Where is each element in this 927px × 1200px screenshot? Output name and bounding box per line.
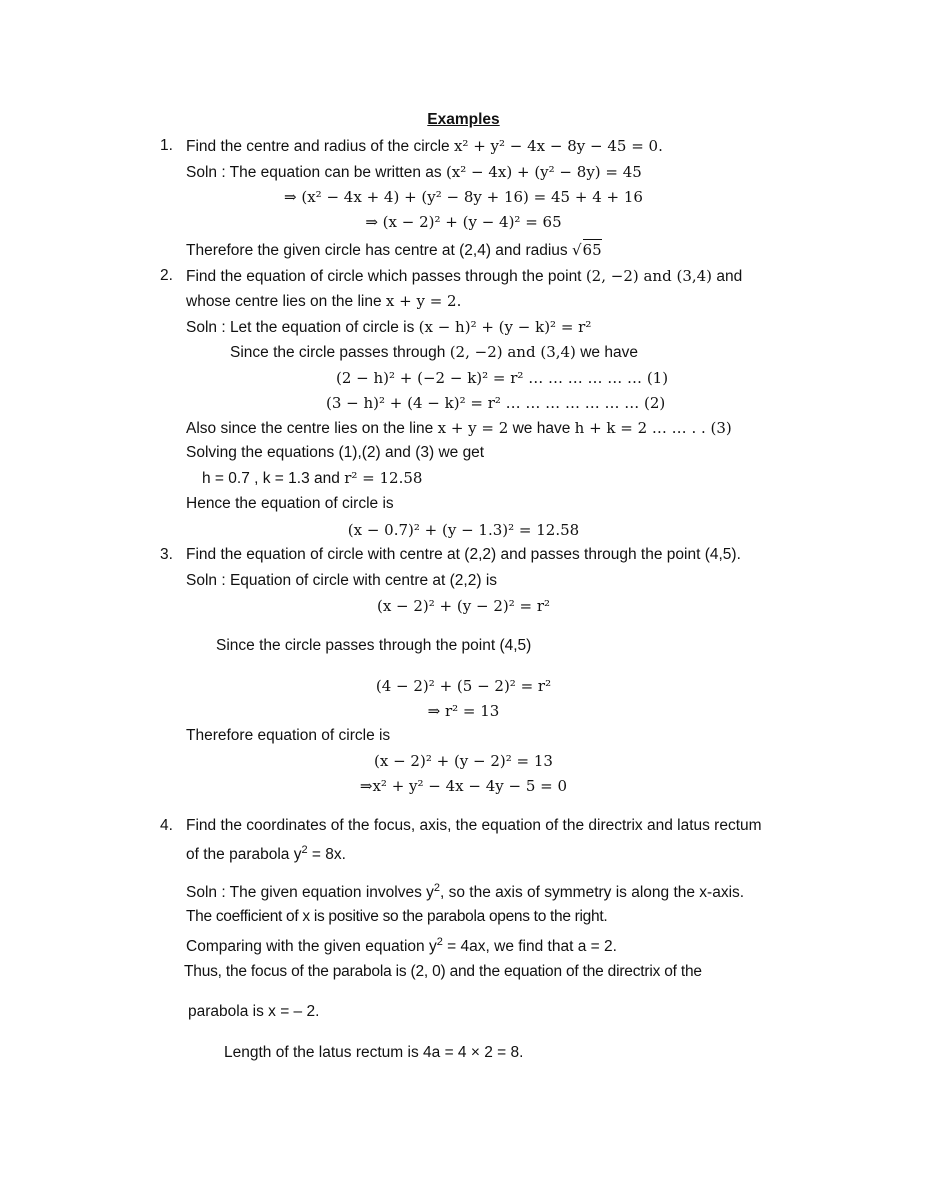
example-3-equation-1: (x − 2)² + (y − 2)² = r² xyxy=(376,597,551,615)
example-4-soln-line-1: Soln : The given equation involves $y^2$, so the axis of symmetry is along the x-axis. xyxy=(186,882,745,901)
example-3-since: Since the circle passes through the point (4,5) xyxy=(216,637,532,654)
example-2-hence: Hence the equation of circle is xyxy=(186,495,394,512)
example-2-since: Since the circle passes through (2, −2) and (3,4) we have xyxy=(230,343,638,361)
example-3-equation-2: (4 − 2)² + (5 − 2)² = r² xyxy=(375,677,552,695)
example-1-step-1: ⇒ (x² − 4x + 4) + (y² − 8y + 16) = 45 + 4 + 16 xyxy=(284,188,643,206)
example-1-number: 1. xyxy=(160,137,173,154)
example-4-soln-line-6: Length of the latus rectum is 4a = 4 × 2 = 8. xyxy=(224,1044,524,1061)
example-1-step-2: ⇒ (x − 2)² + (y − 4)² = 65 xyxy=(365,213,562,231)
example-2-final-equation: (x − 0.7)² + (y − 1.3)² = 12.58 xyxy=(347,521,580,539)
example-4-soln-line-4: Thus, the focus of the parabola is (2, 0) and the equation of the directrix of the xyxy=(184,963,702,980)
example-2-equation-1: (2 − h)² + (−2 − k)² = r² … … … … … … (1) xyxy=(336,369,669,387)
example-1-question: Find the centre and radius of the circle x² + y² − 4x − 8y − 45 = 0. xyxy=(186,137,663,155)
example-2-solving: Solving the equations (1),(2) and (3) we get xyxy=(186,444,485,461)
example-4-question-line-2: of the parabola $y^2 = 8x$. xyxy=(186,844,346,863)
example-4-question-line-1: Find the coordinates of the focus, axis, the equation of the directrix and latus rectum xyxy=(186,817,762,834)
example-4-soln-line-3: Comparing with the given equation $y^2 = 4ax$, we find that a = 2. xyxy=(186,936,617,955)
example-3-equation-3: ⇒ r² = 13 xyxy=(427,702,500,720)
example-3-equation-5: ⇒x² + y² − 4x − 4y − 5 = 0 xyxy=(359,777,568,795)
example-3-number: 3. xyxy=(160,546,173,563)
example-2-soln: Soln : Let the equation of circle is (x − h)² + (y − k)² = r² xyxy=(186,318,592,336)
page-title: Examples xyxy=(427,111,500,128)
example-4-soln-line-5: parabola is x = – 2. xyxy=(188,1003,320,1020)
example-3-soln: Soln : Equation of circle with centre at (2,2) is xyxy=(186,572,498,589)
example-2-question-line-1: Find the equation of circle which passes through the point (2, −2) and (3,4) and xyxy=(186,267,743,285)
example-4-soln-line-2: The coefficient of x is positive so the parabola opens to the right. xyxy=(186,908,608,925)
example-1-conclusion: Therefore the given circle has centre at (2,4) and radius √65 xyxy=(186,241,602,259)
example-2-number: 2. xyxy=(160,267,173,284)
example-2-values: h = 0.7 , k = 1.3 and r² = 12.58 xyxy=(202,469,423,487)
example-3-question: Find the equation of circle with centre at (2,2) and passes through the point (4,5). xyxy=(186,546,741,563)
example-3-equation-4: (x − 2)² + (y − 2)² = 13 xyxy=(374,752,553,770)
example-2-question-line-2: whose centre lies on the line x + y = 2. xyxy=(186,292,462,310)
example-2-also: Also since the centre lies on the line x + y = 2 we have h + k = 2 … … . . (3) xyxy=(186,419,732,437)
example-1-soln: Soln : The equation can be written as (x² − 4x) + (y² − 8y) = 45 xyxy=(186,163,642,181)
example-2-equation-2: (3 − h)² + (4 − k)² = r² … … … … … … … (2) xyxy=(326,394,666,412)
example-4-number: 4. xyxy=(160,817,173,834)
example-3-therefore: Therefore equation of circle is xyxy=(186,727,391,744)
